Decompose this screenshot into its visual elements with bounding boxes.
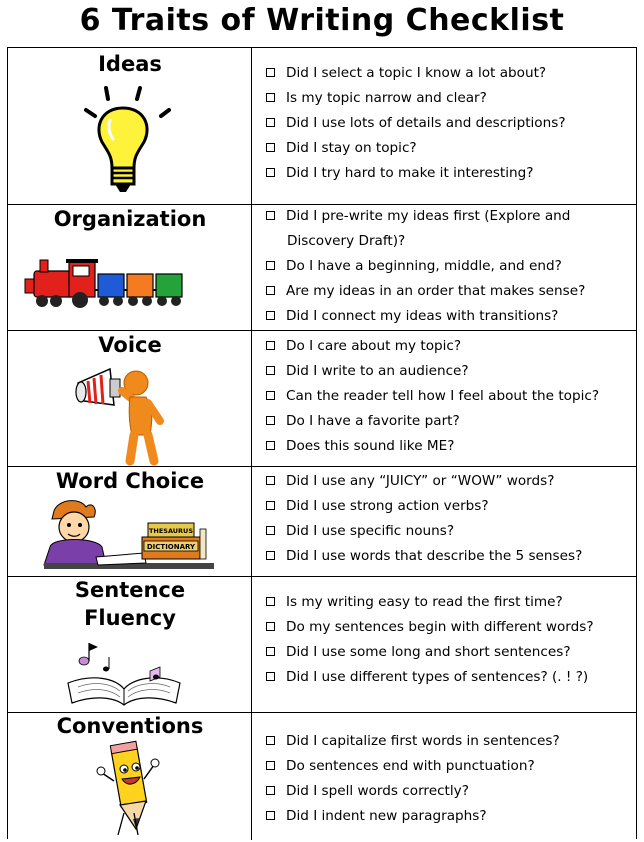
questions-cell-sentence-fluency — [252, 577, 636, 712]
checklist-item[interactable] — [266, 494, 630, 519]
question-text: Did I connect my ideas with transitions? — [286, 308, 559, 324]
question-text: Do my sentences begin with different words? — [286, 619, 594, 635]
question-text: Did I use different types of sentences? (. ! ?) — [286, 669, 589, 685]
checklist-item[interactable] — [266, 779, 630, 804]
pencil-character-icon — [94, 743, 164, 839]
trait-row-ideas — [8, 48, 636, 205]
dictionary-label: DICTIONARY — [146, 543, 196, 551]
checkbox[interactable] — [266, 416, 275, 425]
checklist-item[interactable] — [266, 204, 630, 254]
checklist-item[interactable] — [266, 409, 630, 434]
question-text: Did I use specific nouns? — [286, 523, 455, 539]
checklist-item[interactable] — [266, 729, 630, 754]
checkbox[interactable] — [266, 93, 275, 102]
question-text: Did I pre-write my ideas first (Explore and Discovery Draft)? — [286, 208, 571, 249]
question-text: Did I capitalize first words in sentences? — [286, 733, 560, 749]
checklist-item[interactable] — [266, 804, 630, 829]
trait-cell-organization — [8, 205, 252, 330]
question-text: Did I write to an audience? — [286, 363, 469, 379]
checklist-item[interactable] — [266, 61, 630, 86]
trait-row-sentence-fluency — [8, 577, 636, 713]
checkbox[interactable] — [266, 786, 275, 795]
question-text: Is my topic narrow and clear? — [286, 90, 487, 106]
checkbox[interactable] — [266, 672, 275, 681]
checklist-table — [7, 47, 637, 839]
checkbox[interactable] — [266, 366, 275, 375]
checklist-item[interactable] — [266, 544, 630, 569]
trait-row-organization — [8, 205, 636, 331]
checkbox[interactable] — [266, 143, 275, 152]
question-text: Do I have a favorite part? — [286, 413, 460, 429]
trait-title-conventions: Conventions — [56, 714, 204, 738]
question-text: Did I try hard to make it interesting? — [286, 165, 534, 181]
questions-cell-conventions — [252, 713, 636, 840]
question-text: Is my writing easy to read the first time? — [286, 594, 563, 610]
question-text: Did I use any “JUICY” or “WOW” words? — [286, 473, 555, 489]
question-text: Does this sound like ME? — [286, 438, 455, 454]
trait-title-ideas: Ideas — [98, 52, 162, 76]
checklist-item[interactable] — [266, 279, 630, 304]
checkbox[interactable] — [266, 526, 275, 535]
checklist-item[interactable] — [266, 754, 630, 779]
student-reading-dictionary-icon — [40, 497, 220, 575]
checkbox[interactable] — [266, 391, 275, 400]
trait-row-voice — [8, 331, 636, 467]
checklist-item[interactable] — [266, 384, 630, 409]
checklist-item[interactable] — [266, 254, 630, 279]
checkbox[interactable] — [266, 811, 275, 820]
question-text: Can the reader tell how I feel about the topic? — [286, 388, 600, 404]
checkbox[interactable] — [266, 441, 275, 450]
trait-title-fluency: Fluency — [84, 606, 176, 630]
trait-cell-voice — [8, 331, 252, 466]
checkbox[interactable] — [266, 622, 275, 631]
thesaurus-label: THESAURUS — [148, 527, 194, 535]
trait-row-conventions — [8, 713, 636, 840]
checkbox[interactable] — [266, 647, 275, 656]
questions-cell-ideas — [252, 48, 636, 204]
question-text: Did I select a topic I know a lot about? — [286, 65, 547, 81]
questions-cell-voice — [252, 331, 636, 466]
checklist-item[interactable] — [266, 111, 630, 136]
question-text: Are my ideas in an order that makes sense? — [286, 283, 586, 299]
question-text: Did I use words that describe the 5 senses? — [286, 548, 583, 564]
checklist-item[interactable] — [266, 615, 630, 640]
trait-title-word-choice: Word Choice — [55, 469, 205, 493]
checklist-item[interactable] — [266, 86, 630, 111]
checklist-item[interactable] — [266, 665, 630, 690]
question-text: Did I stay on topic? — [286, 140, 417, 156]
checkbox[interactable] — [266, 597, 275, 606]
lightbulb-icon — [68, 82, 188, 202]
checklist-item[interactable] — [266, 136, 630, 161]
checklist-item[interactable] — [266, 359, 630, 384]
trait-cell-sentence-fluency — [8, 577, 252, 712]
question-text: Did I use lots of details and descriptions? — [286, 115, 566, 131]
checklist-item[interactable] — [266, 640, 630, 665]
trait-title-sentence: Sentence — [74, 578, 186, 602]
trait-title-voice: Voice — [98, 333, 162, 357]
open-book-music-icon — [64, 637, 184, 709]
checkbox[interactable] — [266, 168, 275, 177]
checkbox[interactable] — [266, 736, 275, 745]
checkbox[interactable] — [266, 211, 275, 220]
trait-row-word-choice — [8, 467, 636, 577]
checkbox[interactable] — [266, 501, 275, 510]
question-text: Did I use some long and short sentences? — [286, 644, 571, 660]
checkbox[interactable] — [266, 761, 275, 770]
checkbox[interactable] — [266, 341, 275, 350]
question-text: Did I indent new paragraphs? — [286, 808, 487, 824]
question-text: Do I care about my topic? — [286, 338, 462, 354]
checklist-item[interactable] — [266, 519, 630, 544]
trait-cell-ideas — [8, 48, 252, 204]
checkbox[interactable] — [266, 551, 275, 560]
checkbox[interactable] — [266, 476, 275, 485]
page-title: 6 Traits of Writing Checklist — [79, 3, 565, 38]
question-text: Did I use strong action verbs? — [286, 498, 489, 514]
questions-cell-word-choice — [252, 467, 636, 576]
trait-cell-conventions — [8, 713, 252, 840]
checkbox[interactable] — [266, 286, 275, 295]
train-icon — [24, 257, 204, 317]
checkbox[interactable] — [266, 68, 275, 77]
checklist-item[interactable] — [266, 304, 630, 329]
checklist-item[interactable] — [266, 434, 630, 459]
checklist-item[interactable] — [266, 469, 630, 494]
trait-cell-word-choice — [8, 467, 252, 576]
megaphone-figure-icon — [74, 365, 184, 465]
checklist-item[interactable] — [266, 334, 630, 359]
trait-title-organization: Organization — [53, 207, 207, 231]
checklist-item[interactable] — [266, 590, 630, 615]
checkbox[interactable] — [266, 261, 275, 270]
questions-cell-organization — [252, 205, 636, 330]
checkbox[interactable] — [266, 311, 275, 320]
question-text: Did I spell words correctly? — [286, 783, 469, 799]
checklist-item[interactable] — [266, 161, 630, 186]
question-text: Do sentences end with punctuation? — [286, 758, 535, 774]
checkbox[interactable] — [266, 118, 275, 127]
question-text: Do I have a beginning, middle, and end? — [286, 258, 562, 274]
